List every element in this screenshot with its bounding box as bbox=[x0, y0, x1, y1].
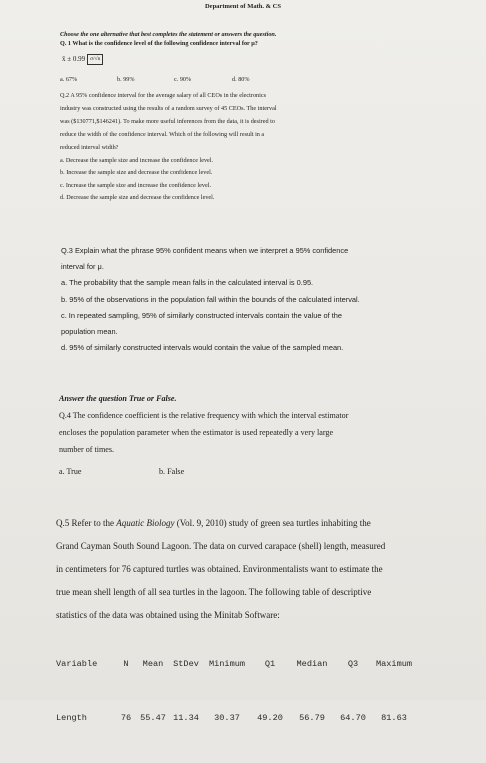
question-3-option-a: a. The probability that the sample mean falls in the calculated interval is 0.95. bbox=[61, 278, 314, 288]
stats-header: Minimum bbox=[208, 659, 246, 669]
question-4-line: encloses the population parameter when the estimator is used repeatedly a very large bbox=[59, 428, 334, 437]
question-1-option-d: d. 80% bbox=[232, 76, 250, 84]
question-2-line: Q.2 A 95% confidence interval for the average salary of all CEOs in the electronics bbox=[60, 91, 267, 99]
q5-journal: Aquatic Biology bbox=[116, 518, 175, 528]
question-1-option-b: b. 99% bbox=[117, 76, 135, 84]
question-3 bbox=[61, 243, 471, 356]
question-1-text: Q. 1 What is the confidence level of the following confidence interval for μ? bbox=[60, 40, 258, 48]
question-3-option-d: d. 95% of similarly constructed intervals would contain the value of the sampled mean. bbox=[61, 343, 344, 353]
stats-cell: 49.20 bbox=[257, 713, 283, 723]
question-1-options bbox=[60, 75, 460, 84]
stats-cell: Length bbox=[56, 713, 87, 723]
question-3-option-b: b. 95% of the observations in the population fall within the bounds of the calculated interval. bbox=[61, 294, 360, 304]
true-false-instruction: Answer the question True or False. bbox=[59, 394, 177, 403]
question-2 bbox=[60, 89, 460, 155]
stats-header: Q3 bbox=[347, 659, 359, 669]
formula-prefix: x̄ ± 0.99 bbox=[62, 54, 86, 63]
question-2-line: was ($130771,$146241). To make more useful inferences from the data, it is desired to bbox=[60, 118, 275, 126]
question-4-line: number of times. bbox=[59, 445, 115, 454]
section-true-false bbox=[59, 390, 469, 480]
department-header: Department of Math. & CS bbox=[204, 3, 281, 10]
stats-data-row bbox=[56, 709, 416, 727]
question-2-line: reduce the width of the confidence interval. Which of the following will result in a bbox=[60, 131, 265, 139]
question-4-option-true: a. True bbox=[59, 467, 82, 476]
question-4-option-false: b. False bbox=[159, 467, 185, 476]
stats-cell: 55.47 bbox=[140, 713, 166, 723]
stats-header: Q1 bbox=[264, 659, 276, 669]
question-5-line-1 bbox=[56, 512, 486, 535]
stats-header: Maximum bbox=[375, 659, 413, 669]
stats-header: Mean bbox=[142, 659, 164, 669]
question-2-option-a: a. Decrease the sample size and increase the confidence level. bbox=[60, 156, 214, 164]
stats-header: Variable bbox=[56, 659, 98, 669]
descriptive-stats-table bbox=[56, 619, 416, 763]
question-3-option-c-cont: population mean. bbox=[61, 327, 118, 337]
stats-header: Median bbox=[296, 659, 328, 669]
question-1-option-c: c. 90% bbox=[174, 76, 192, 84]
stats-cell: 81.63 bbox=[381, 713, 407, 723]
question-3-line: interval for μ. bbox=[61, 262, 104, 272]
question-2-option-d: d. Decrease the sample size and decrease the confidence level. bbox=[60, 194, 215, 202]
question-2-option-b: b. Increase the sample size and decrease the confidence level. bbox=[60, 169, 213, 177]
stats-cell: 11.34 bbox=[173, 713, 199, 723]
question-5-line: true mean shell length of all sea turtles in the lagoon. The following table of descriptive bbox=[56, 587, 372, 597]
section-multiple-choice-1 bbox=[60, 30, 460, 205]
question-1-option-a: a. 67% bbox=[60, 76, 78, 84]
question-1-formula bbox=[62, 54, 460, 65]
question-5 bbox=[56, 512, 486, 627]
q5-suffix: (Vol. 9, 2010) study of green sea turtles inhabiting the bbox=[174, 518, 371, 528]
question-2-line: reduced interval width? bbox=[60, 144, 119, 152]
stats-cell: 56.79 bbox=[299, 713, 325, 723]
instructions: Choose the one alternative that best completes the statement or answers the question. bbox=[60, 31, 277, 38]
question-3-line: Q.3 Explain what the phrase 95% confident means when we interpret a 95% confidence bbox=[61, 246, 349, 255]
q5-prefix: Q.5 Refer to the bbox=[56, 518, 117, 528]
question-4-options bbox=[59, 463, 469, 480]
question-5-line: in centimeters for 76 captured turtles was obtained. Environmentalists want to estimate the bbox=[56, 564, 383, 574]
question-3-option-c: c. In repeated sampling, 95% of similarly constructed intervals contain the value of the bbox=[61, 310, 342, 320]
question-4-line: Q.4 The confidence coefficient is the relative frequency with which the interval estimator bbox=[59, 411, 349, 420]
stats-header-row bbox=[56, 655, 416, 673]
stats-cell: 30.37 bbox=[214, 713, 240, 723]
stats-header: N bbox=[123, 659, 129, 669]
question-2-option-c: c. Increase the sample size and increase the confidence level. bbox=[60, 181, 211, 189]
question-5-line: statistics of the data was obtained using the Minitab Software: bbox=[56, 610, 280, 620]
question-5-line: Grand Cayman South Sound Lagoon. The data on curved carapace (shell) length, measured bbox=[56, 541, 386, 551]
stats-cell: 64.70 bbox=[340, 713, 366, 723]
stats-header: StDev bbox=[173, 659, 199, 669]
stats-cell: 76 bbox=[120, 713, 132, 723]
formula-fraction: σ/√n bbox=[87, 54, 103, 65]
question-2-line: industry was constructed using the results of a random survey of 45 CEOs. The interval bbox=[60, 104, 277, 112]
question-2-options bbox=[60, 155, 460, 205]
